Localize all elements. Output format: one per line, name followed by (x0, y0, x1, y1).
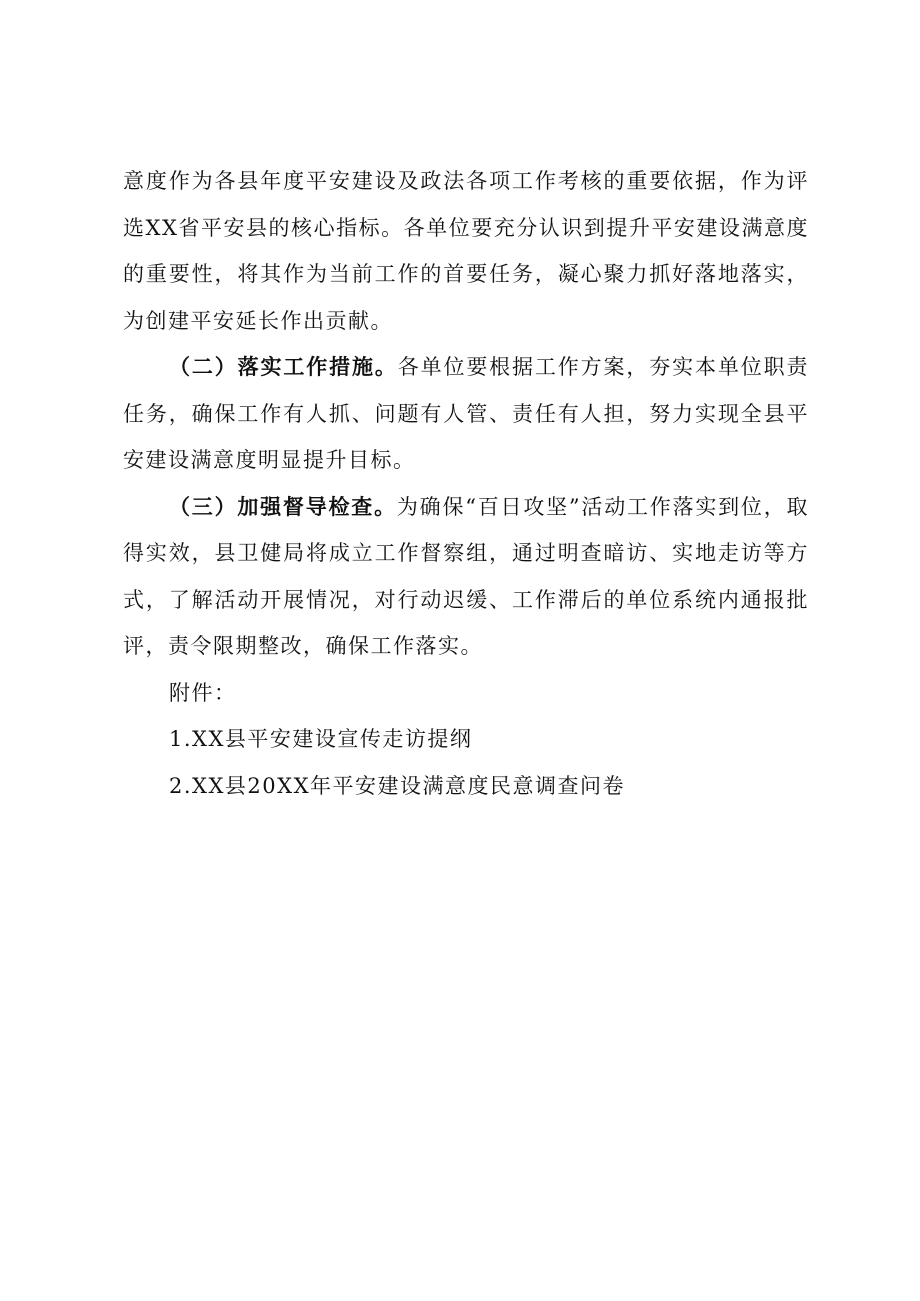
attachment-item-2: 2.XX县20XX年平安建设满意度民意调查问卷 (169, 773, 626, 798)
document-body (123, 158, 809, 809)
section-3-paragraph (123, 484, 809, 670)
attachments-label: 附件： (169, 680, 237, 705)
section-2-body: 各单位要根据工作方案，夯实本单位职责任务，确保工作有人抓、问题有人管、责任有人担，努力实现全县平安建设满意度明显提升目标。 (123, 355, 809, 472)
section-2-paragraph (123, 344, 809, 484)
section-3-heading: （三）加强督导检查。 (169, 493, 397, 519)
section-3-body: 为确保“百日攻坚”活动工作落实到位，取得实效，县卫健局将成立工作督察组，通过明查暗访、实地走访等方式，了解活动开展情况，对行动迟缓、工作滞后的单位系统内通报批评，责令限期整改，确保工作落实。 (123, 494, 809, 658)
section-2-heading: （二）落实工作措施。 (169, 354, 398, 379)
attachment-item-1: 1.XX县平安建设宣传走访提纲 (169, 727, 473, 751)
intro-paragraph: 意度作为各县年度平安建设及政法各项工作考核的重要依据，作为评选XX省平安县的核心指标。各单位要充分认识到提升平安建设满意度的重要性，将其作为当前工作的首要任务，凝心聚力抓好落地落实，为创建平安延长作出贡献。 (123, 169, 809, 333)
